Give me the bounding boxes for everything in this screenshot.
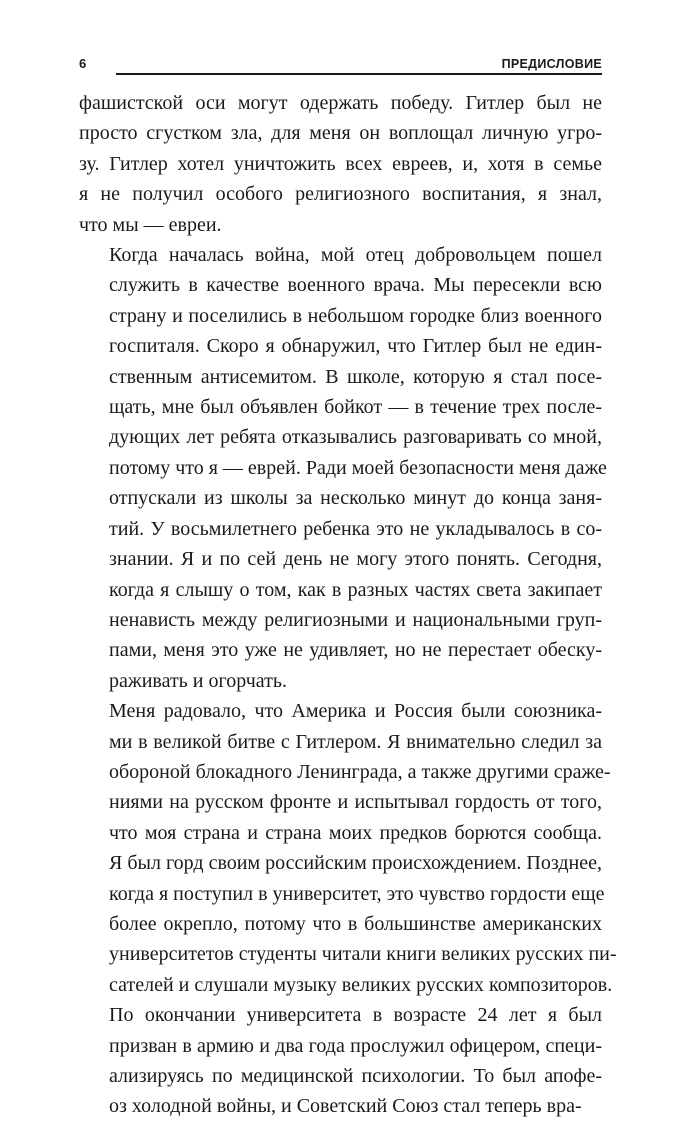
- text-line: По окончании университета в возрасте 24 лет я был: [109, 1004, 602, 1027]
- text-line: просто сгустком зла, для меня он воплощал личную угро-: [79, 122, 602, 145]
- text-line: что мы — евреи.: [79, 213, 222, 236]
- text-line: Меня радовало, что Америка и Россия были союзника-: [109, 700, 602, 723]
- text-line: более окрепло, потому что в большинстве американских: [109, 912, 602, 935]
- header-rule: [116, 73, 602, 75]
- text-line: университетов студенты читали книги великих русских пи-: [109, 943, 617, 966]
- text-line: дующих лет ребята отказывались разговаривать со мной,: [109, 426, 602, 449]
- text-line: ализируясь по медицинской психологии. То был апофе-: [109, 1065, 602, 1087]
- paragraph: [79, 1000, 602, 1122]
- text-line: раживать и огорчать.: [109, 669, 287, 692]
- text-line: госпиталя. Скоро я обнаружил, что Гитлер был не един-: [109, 335, 602, 358]
- text-line: отпускали из школы за несколько минут до конца заня-: [109, 487, 602, 510]
- text-line: Когда началась война, мой отец добровольцем пошел: [109, 244, 602, 267]
- text-line: знании. Я и по сей день не могу этого понять. Сегодня,: [109, 548, 602, 571]
- paragraph: [79, 88, 602, 240]
- text-line: потому что я — еврей. Ради моей безопасности меня даже: [109, 456, 607, 479]
- text-line: ниями на русском фронте и испытывал гордость от того,: [109, 791, 602, 814]
- text-line: оз холодной войны, и Советский Союз стал теперь вра-: [109, 1095, 582, 1118]
- text-line: пами, меня это уже не удивляет, но не перестает обеску-: [109, 639, 602, 662]
- running-head: [79, 56, 602, 78]
- body-text: [79, 88, 617, 1122]
- page-number: 6: [79, 56, 87, 71]
- text-line: обороной блокадного Ленинграда, а также другими сраже-: [109, 760, 611, 783]
- text-line: служить в качестве военного врача. Мы пересекли всю: [109, 274, 602, 297]
- section-title: ПРЕДИСЛОВИЕ: [501, 57, 602, 71]
- text-line: что моя страна и страна моих предков борются сообща.: [109, 821, 602, 844]
- text-line: ненависть между религиозными и национальными груп-: [109, 608, 602, 631]
- text-line: зу. Гитлер хотел уничтожить всех евреев, и, хотя в семье: [79, 152, 602, 175]
- text-line: тий. У восьмилетнего ребенка это не укладывалось в со-: [109, 517, 602, 540]
- text-line: щать, мне был объявлен бойкот — в течение трех после-: [109, 396, 602, 419]
- text-line: когда я поступил в университет, это чувство гордости еще: [109, 882, 605, 905]
- text-line: сателей и слушали музыку великих русских композиторов.: [109, 973, 613, 996]
- text-line: ственным антисемитом. В школе, которую я стал посе-: [109, 365, 602, 388]
- paragraph: [79, 696, 617, 1000]
- text-line: когда я слышу о том, как в разных частях света закипает: [109, 578, 602, 601]
- text-line: ми в великой битве с Гитлером. Я внимательно следил за: [109, 730, 602, 753]
- text-line: фашистской оси могут одержать победу. Гитлер был не: [79, 92, 602, 114]
- paragraph: [79, 240, 607, 696]
- text-line: Я был горд своим российским происхождением. Позднее,: [109, 852, 602, 875]
- text-line: я не получил особого религиозного воспитания, я знал,: [79, 183, 602, 206]
- text-line: страну и поселились в небольшом городке близ военного: [109, 304, 602, 327]
- text-line: призван в армию и два года прослужил офицером, специ-: [109, 1034, 602, 1057]
